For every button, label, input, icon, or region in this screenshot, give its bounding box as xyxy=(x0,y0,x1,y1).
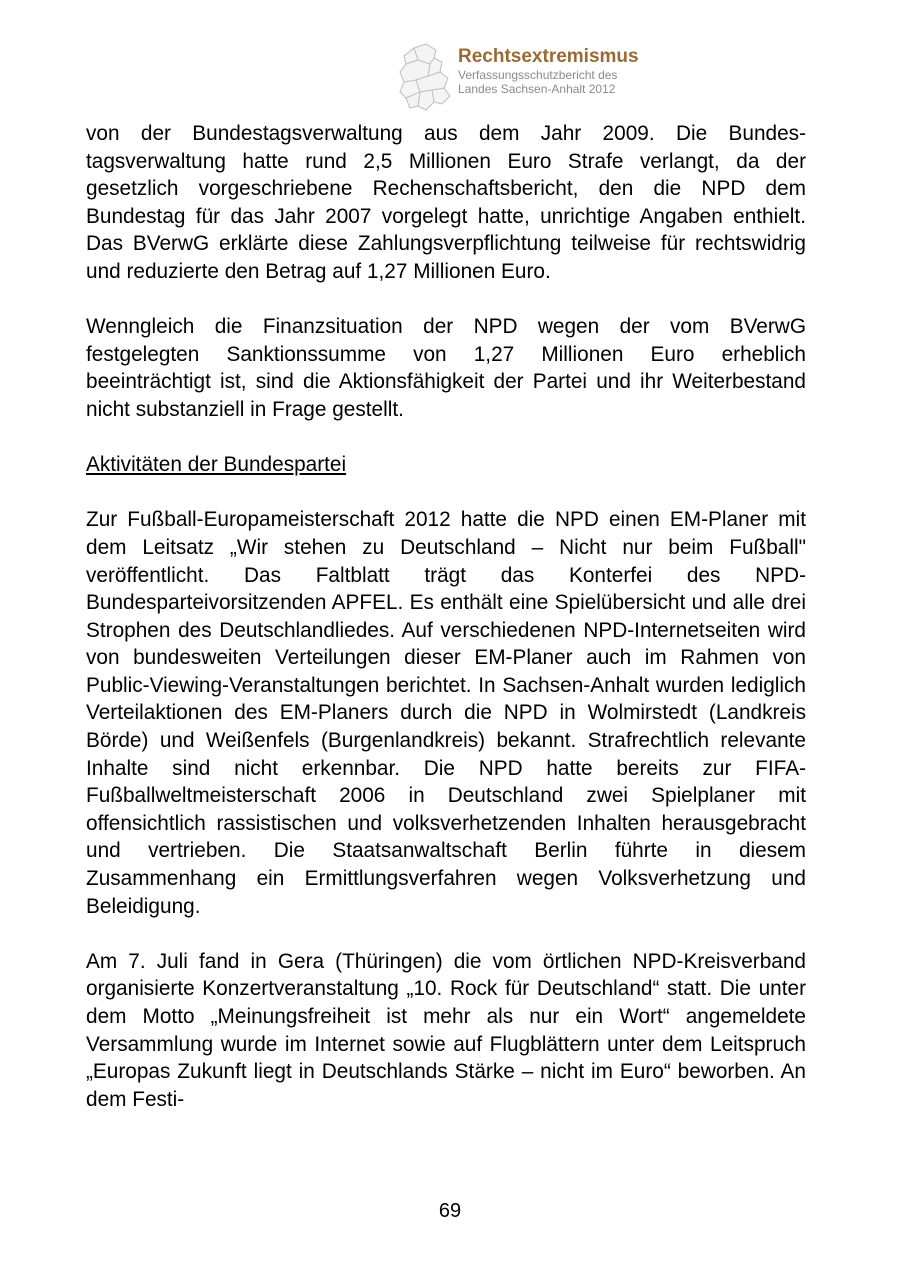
paragraph-1: von der Bundestagsverwaltung aus dem Jahr 2009. Die Bundestagsverwaltung hatte rund 2,5 Millionen Euro Strafe verlangt, da der gesetzlich vorgeschriebene Rechenschaftsbericht, den die NPD dem Bundestag für das Jahr 2007 vorgelegt hatte, unrichtige Angaben enthielt. Das BVerwG erklärte diese Zahlungsverpflichtung teilweise für rechtswidrig und reduzierte den Betrag auf 1,27 Millionen Euro. xyxy=(86,122,806,283)
paragraph-2: Wenngleich die Finanzsituation der NPD wegen der vom BVerwG festgelegten Sanktionssumme von 1,27 Millionen Euro erheblich beeinträchtigt ist, sind die Aktionsfähigkeit der Partei und ihr Weiterbestand nicht substanziell in Frage gestellt. xyxy=(86,315,806,421)
header-title: Rechtsextremismus xyxy=(458,46,639,67)
section-heading: Aktivitäten der Bundespartei xyxy=(86,453,347,477)
header-subtitle-line2: Landes Sachsen-Anhalt 2012 xyxy=(458,82,616,96)
header-subtitle-line1: Verfassungsschutzbericht des xyxy=(458,68,618,82)
page-number: 69 xyxy=(438,1200,462,1222)
paragraph-4: Am 7. Juli fand in Gera (Thüringen) die vom örtlichen NPD-Kreisverband organisierte Konzertveranstaltung „10. Rock für Deutschland“ statt. Die unter dem Motto „Meinungsfreiheit ist mehr als nur ein Wort“ angemeldete Versammlung wurde im Internet sowie auf Flugblättern unter dem Leitspruch „Europas Zukunft liegt in Deutschlands Stärke – nicht im Euro“ beworben. An dem Festi- xyxy=(86,949,806,1111)
paragraph-3: Zur Fußball-Europameisterschaft 2012 hatte die NPD einen EM-Planer mit dem Leitsatz „Wir stehen zu Deutschland – Nicht nur beim Fußball" veröffentlicht. Das Faltblatt trägt das Konterfei des NPD-Bundesparteivorsitzenden APFEL. Es enthält eine Spielübersicht und alle drei Strophen des Deutschlandliedes. Auf verschiedenen NPD-Internetseiten wird von bundesweiten Verteilungen dieser EM-Planer auch im Rahmen von Public-Viewing-Veranstaltungen berichtet. In Sachsen-Anhalt wurden lediglich Verteilaktionen des EM-Planers durch die NPD in Wolmirstedt (Landkreis Börde) und Weißenfels (Burgenlandkreis) bekannt. Strafrechtlich relevante Inhalte sind nicht erkennbar. Die NPD hatte bereits zur FIFA-Fußballweltmeisterschaft 2006 in Deutschland zwei Spielplaner mit offensichtlich rassistischen und volksverhetzenden Inhalten herausgebracht und vertrieben. Die Staatsanwaltschaft Berlin führte in diesem Zusammenhang ein Ermittlungsverfahren wegen Volksverhetzung und Beleidigung. xyxy=(86,508,806,918)
saxony-anhalt-map-icon xyxy=(396,42,454,114)
body-text xyxy=(86,120,806,1113)
